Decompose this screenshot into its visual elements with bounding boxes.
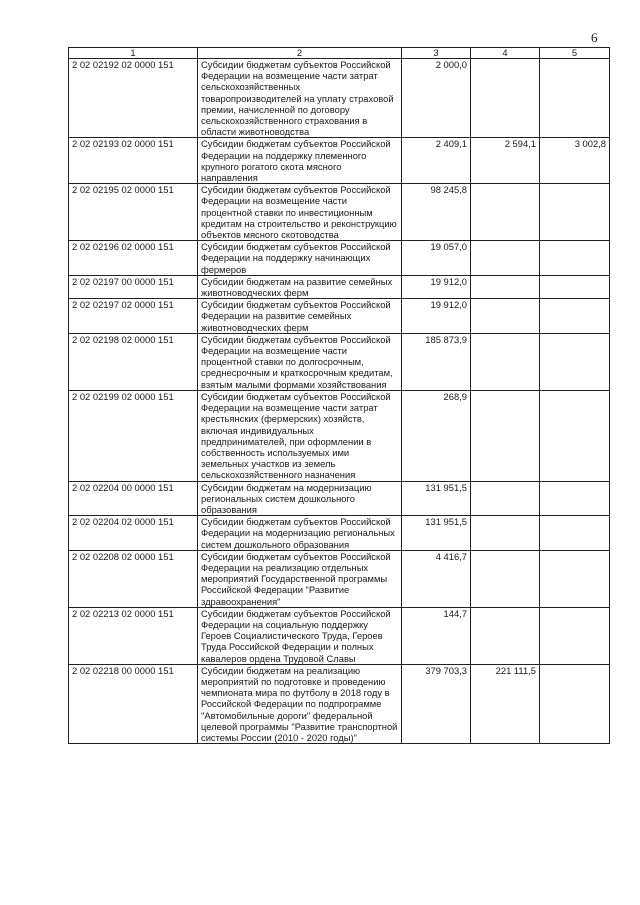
table-row xyxy=(69,550,610,607)
budget-code-cell: 2 02 02208 02 0000 151 xyxy=(69,550,198,607)
amount-col5-cell xyxy=(540,59,610,138)
description-cell: Субсидии бюджетам субъектов Российской Федерации на модернизацию региональных систем дошкольного образования xyxy=(198,516,402,551)
budget-code-cell: 2 02 02193 02 0000 151 xyxy=(69,138,198,184)
amount-col3-cell: 2 409,1 xyxy=(402,138,471,184)
amount-col3-cell: 98 245,8 xyxy=(402,184,471,241)
table-row xyxy=(69,664,610,743)
description-cell: Субсидии бюджетам на модернизацию региональных систем дошкольного образования xyxy=(198,481,402,516)
amount-col5-cell xyxy=(540,481,610,516)
amount-col5-cell xyxy=(540,390,610,481)
description-cell: Субсидии бюджетам субъектов Российской Федерации на возмещение части затрат сельскохозяйственных товаропроизводителей на уплату страховой премии, начисленной по договору сельскохозяйственного страхования в области животноводства xyxy=(198,59,402,138)
table-header-row xyxy=(69,48,610,59)
amount-col5-cell xyxy=(540,184,610,241)
budget-code-cell: 2 02 02204 02 0000 151 xyxy=(69,516,198,551)
amount-col3-cell: 4 416,7 xyxy=(402,550,471,607)
amount-col4-cell xyxy=(471,275,540,298)
table-row xyxy=(69,516,610,551)
budget-code-cell: 2 02 02195 02 0000 151 xyxy=(69,184,198,241)
amount-col5-cell xyxy=(540,333,610,390)
budget-code-cell: 2 02 02196 02 0000 151 xyxy=(69,241,198,276)
budget-table xyxy=(68,47,610,744)
amount-col4-cell: 221 111,5 xyxy=(471,664,540,743)
description-cell: Субсидии бюджетам субъектов Российской Федерации на поддержку начинающих фермеров xyxy=(198,241,402,276)
table-body xyxy=(69,59,610,744)
amount-col3-cell: 19 057,0 xyxy=(402,241,471,276)
budget-code-cell: 2 02 02213 02 0000 151 xyxy=(69,607,198,664)
amount-col4-cell xyxy=(471,550,540,607)
column-header: 3 xyxy=(402,48,471,59)
column-header: 1 xyxy=(69,48,198,59)
table-row xyxy=(69,184,610,241)
description-cell: Субсидии бюджетам субъектов Российской Федерации на реализацию отдельных мероприятий Государственной программы Российской Федерации "Развитие здравоохранения" xyxy=(198,550,402,607)
column-header: 4 xyxy=(471,48,540,59)
amount-col4-cell xyxy=(471,607,540,664)
table-row xyxy=(69,138,610,184)
table-row xyxy=(69,241,610,276)
amount-col5-cell xyxy=(540,299,610,334)
budget-code-cell: 2 02 02204 00 0000 151 xyxy=(69,481,198,516)
budget-code-cell: 2 02 02198 02 0000 151 xyxy=(69,333,198,390)
table-row xyxy=(69,607,610,664)
description-cell: Субсидии бюджетам на реализацию мероприятий по подготовке и проведению чемпионата мира по футболу в 2018 году в Российской Федерации по подпрограмме "Автомобильные дороги" федеральной целевой программы "Развитие транспортной системы России (2010 - 2020 годы)" xyxy=(198,664,402,743)
amount-col5-cell xyxy=(540,241,610,276)
description-cell: Субсидии бюджетам субъектов Российской Федерации на поддержку племенного крупного рогатого скота мясного направления xyxy=(198,138,402,184)
amount-col3-cell: 131 951,5 xyxy=(402,481,471,516)
amount-col5-cell xyxy=(540,550,610,607)
amount-col4-cell xyxy=(471,516,540,551)
table-row xyxy=(69,333,610,390)
table-row xyxy=(69,299,610,334)
amount-col3-cell: 185 873,9 xyxy=(402,333,471,390)
description-cell: Субсидии бюджетам субъектов Российской Федерации на возмещение части затрат крестьянских (фермерских) хозяйств, включая индивидуальных предпринимателей, при оформлении в собственность используемых ими земельных участков из земель сельскохозяйственного назначения xyxy=(198,390,402,481)
amount-col4-cell: 2 594,1 xyxy=(471,138,540,184)
amount-col3-cell: 2 000,0 xyxy=(402,59,471,138)
amount-col3-cell: 131 951,5 xyxy=(402,516,471,551)
amount-col5-cell xyxy=(540,664,610,743)
amount-col4-cell xyxy=(471,299,540,334)
budget-code-cell: 2 02 02192 02 0000 151 xyxy=(69,59,198,138)
budget-code-cell: 2 02 02197 00 0000 151 xyxy=(69,275,198,298)
table-row xyxy=(69,59,610,138)
amount-col3-cell: 268,9 xyxy=(402,390,471,481)
amount-col4-cell xyxy=(471,59,540,138)
amount-col4-cell xyxy=(471,390,540,481)
amount-col5-cell xyxy=(540,607,610,664)
amount-col4-cell xyxy=(471,481,540,516)
amount-col5-cell xyxy=(540,275,610,298)
amount-col4-cell xyxy=(471,333,540,390)
page-number: 6 xyxy=(591,30,598,45)
amount-col4-cell xyxy=(471,241,540,276)
budget-code-cell: 2 02 02199 02 0000 151 xyxy=(69,390,198,481)
table-row xyxy=(69,275,610,298)
amount-col5-cell: 3 002,8 xyxy=(540,138,610,184)
description-cell: Субсидии бюджетам субъектов Российской Федерации на социальную поддержку Героев Социалистического Труда, Героев Труда Российской Федерации и полных кавалеров ордена Трудовой Славы xyxy=(198,607,402,664)
description-cell: Субсидии бюджетам субъектов Российской Федерации на развитие семейных животноводческих ферм xyxy=(198,299,402,334)
description-cell: Субсидии бюджетам субъектов Российской Федерации на возмещение части процентной ставки по инвестиционным кредитам на строительство и реконструкцию объектов мясного скотоводства xyxy=(198,184,402,241)
budget-code-cell: 2 02 02218 00 0000 151 xyxy=(69,664,198,743)
amount-col3-cell: 19 912,0 xyxy=(402,275,471,298)
table-row xyxy=(69,390,610,481)
amount-col5-cell xyxy=(540,516,610,551)
description-cell: Субсидии бюджетам на развитие семейных животноводческих ферм xyxy=(198,275,402,298)
column-header: 5 xyxy=(540,48,610,59)
amount-col3-cell: 144,7 xyxy=(402,607,471,664)
amount-col3-cell: 379 703,3 xyxy=(402,664,471,743)
budget-code-cell: 2 02 02197 02 0000 151 xyxy=(69,299,198,334)
amount-col3-cell: 19 912,0 xyxy=(402,299,471,334)
table-row xyxy=(69,481,610,516)
column-header: 2 xyxy=(198,48,402,59)
description-cell: Субсидии бюджетам субъектов Российской Федерации на возмещение части процентной ставки по долгосрочным, среднесрочным и краткосрочным кредитам, взятым малыми формами хозяйствования xyxy=(198,333,402,390)
amount-col4-cell xyxy=(471,184,540,241)
